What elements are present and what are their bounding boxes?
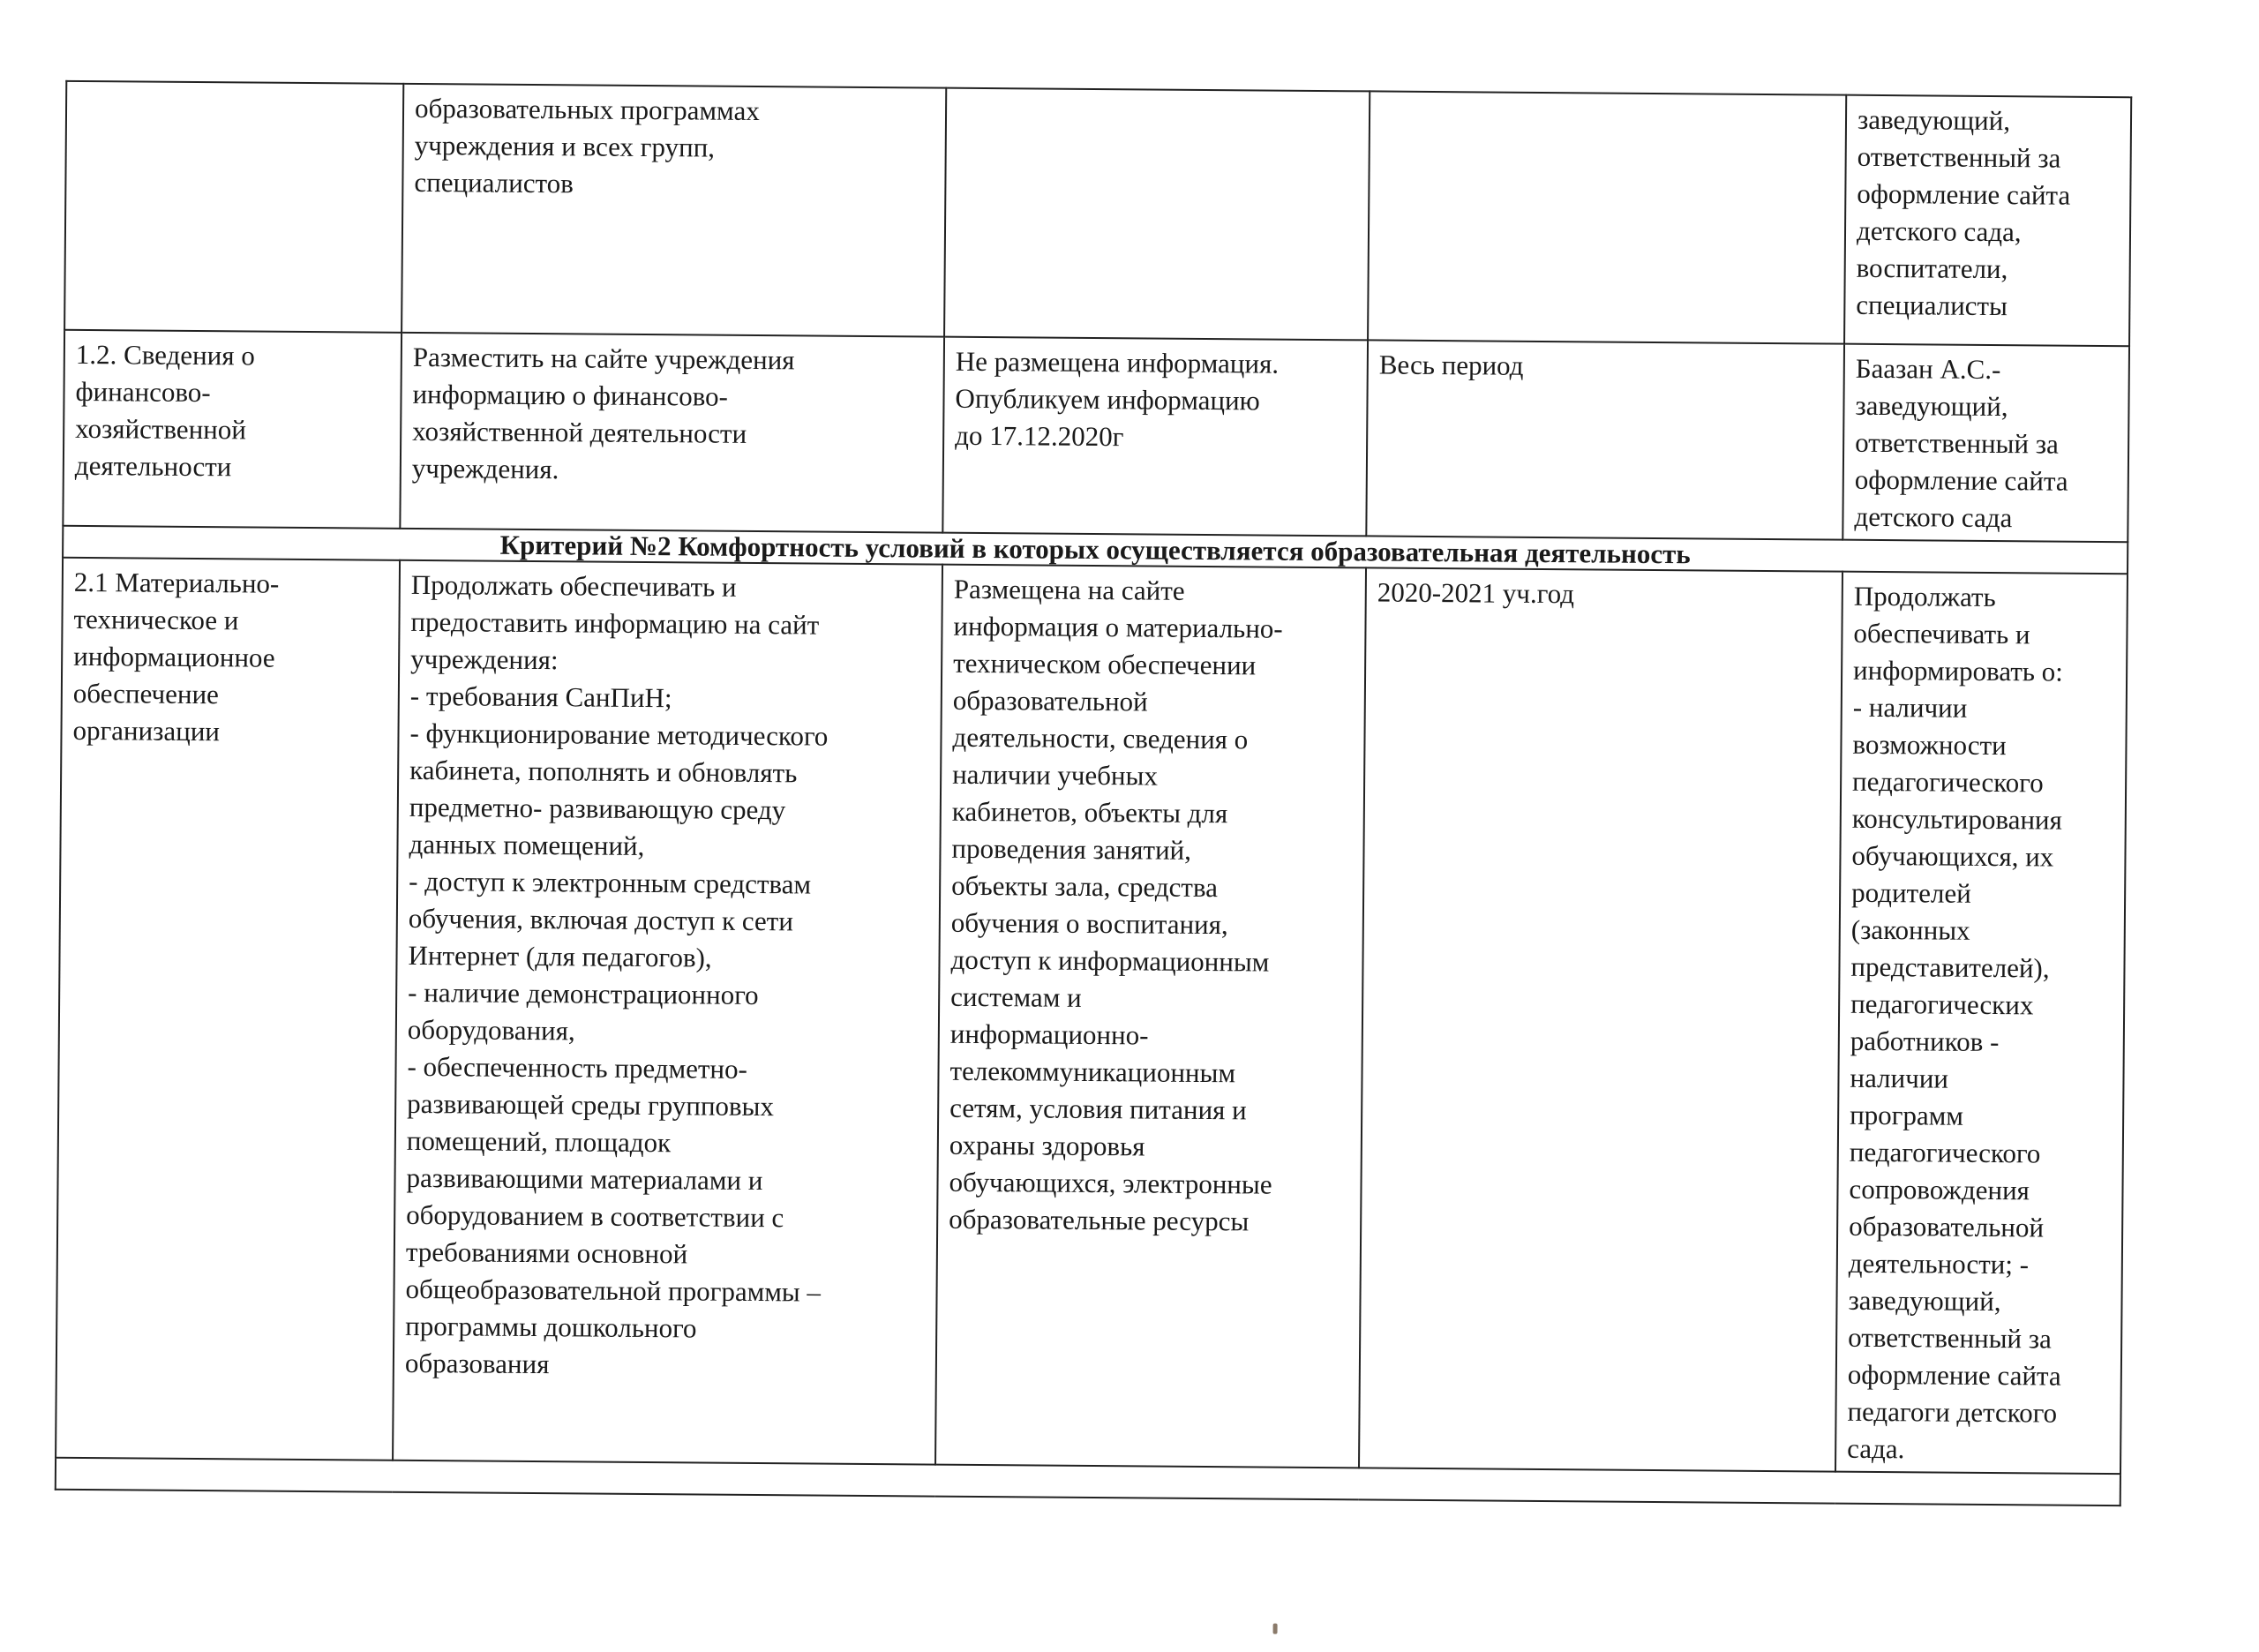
scan-speck <box>1273 1624 1278 1634</box>
indicator-cell <box>64 81 403 333</box>
deadline-cell <box>1368 91 1846 343</box>
status-cell <box>944 88 1370 341</box>
deadline-cell: Весь период <box>1366 340 1844 539</box>
table-row <box>64 81 2131 346</box>
indicator-cell: 1.2. Сведения о финансово- хозяйственной деятельности <box>63 330 402 529</box>
measures-cell: Разместить на сайте учреждения информацию о финансово- хозяйственной деятельности учреждения. <box>400 333 944 533</box>
measures-cell: Продолжать обеспечивать и предоставить информацию на сайт учреждения: - требования СанПиН; - функционирование методического кабинета, пополнять и обновлять предметно- развивающую среду данных помещений, - доступ к электронным средствам обучения, включая доступ к сети Интернет (для педагогов), - наличие демонстрационного оборудования, - обеспеченность предметно- развивающей среды групповых помещений, площадок развивающими материалами и оборудованием в соответствии с требованиями основной общеобразовательной программы – программы дошкольного образования <box>393 560 942 1465</box>
table-row <box>56 558 2128 1474</box>
responsible-cell: Продолжать обеспечивать и информировать о: - наличии возможности педагогического консультирования обучающихся, их родителей (законных представителей), педагогических работников - наличии программ педагогического сопровождения образовательной деятельности; - заведующий, ответственный за оформление сайта педагоги детского сада. <box>1835 572 2128 1475</box>
status-cell: Не размещена информация. Опубликуем информацию до 17.12.2020г <box>942 337 1368 537</box>
responsible-cell: заведующий, ответственный за оформление сайта детского сада, воспитатели, специалисты <box>1844 95 2131 347</box>
table-row <box>63 330 2129 542</box>
deadline-cell: 2020-2021 уч.год <box>1359 567 1842 1471</box>
indicator-cell: 2.1 Материально- техническое и информационное обеспечение организации <box>56 558 400 1461</box>
action-plan-table <box>55 80 2132 1506</box>
responsible-cell: Баазан А.С.- заведующий, ответственный за оформление сайта детского сада <box>1842 344 2129 543</box>
criterion-title: Критерий №2 Комфортность условий в которых осуществляется образовательная деятельность <box>63 526 2128 574</box>
measures-cell: образовательных программах учреждения и всех групп, специалистов <box>402 84 946 337</box>
status-cell: Размещена на сайте информация о материально- техническом обеспечении образовательной деятельности, сведения о наличии учебных кабинетов, объекты для проведения занятий, объекты зала, средства обучения о воспитания, доступ к информационным системам и информационно- телекоммуникационным сетям, условия питания и охраны здоровья обучающихся, электронные образовательные ресурсы <box>935 565 1366 1468</box>
